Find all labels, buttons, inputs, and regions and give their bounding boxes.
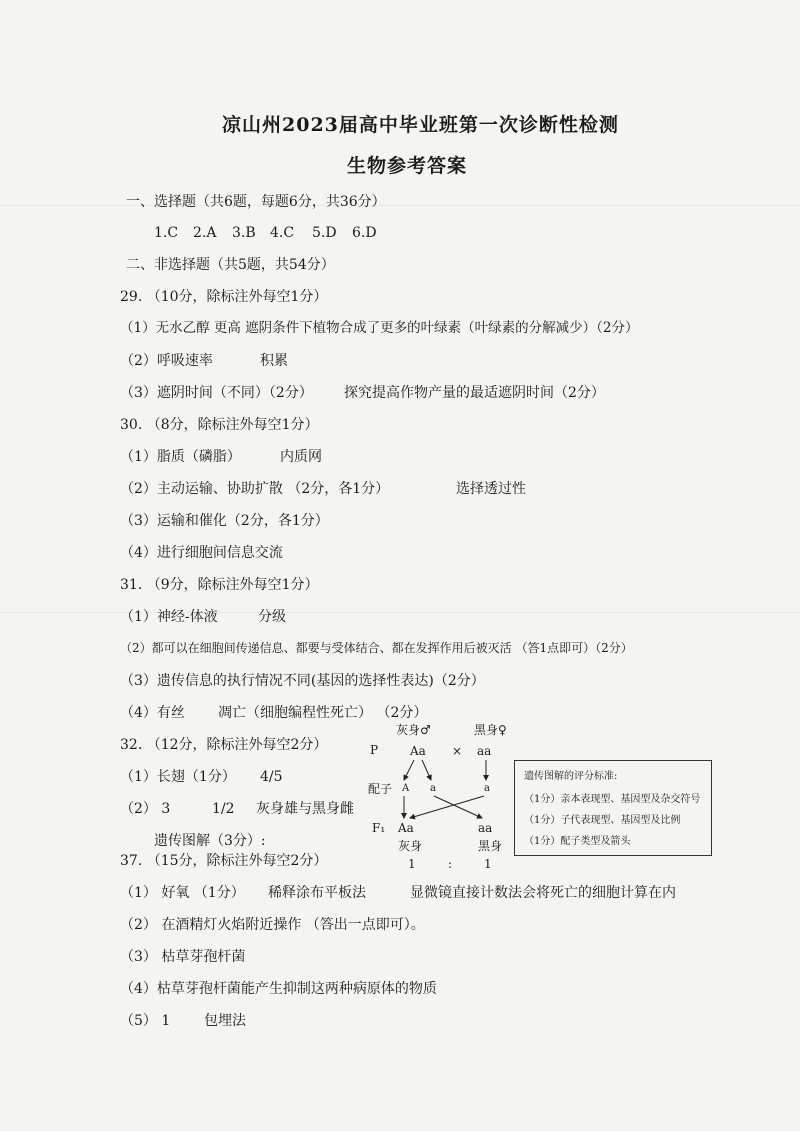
q37-answer-1a: （1） 好氧 （1分） bbox=[120, 885, 245, 901]
gamete-a: a bbox=[430, 783, 436, 794]
q30-header: 30. （8分，除标注外每空1分） bbox=[120, 417, 319, 433]
nonmc-section-header: 二、非选择题（共5题，共54分） bbox=[126, 257, 335, 273]
ratio-value: 1 bbox=[408, 857, 416, 871]
q29-answer-2b: 积累 bbox=[260, 353, 288, 369]
mc-answer: 6.D bbox=[352, 225, 377, 241]
parent-gray-male-label: 灰身♂ bbox=[396, 723, 431, 737]
q37-answer-5b: 包埋法 bbox=[204, 1013, 246, 1029]
q37-answer-3: （3） 枯草芽孢杆菌 bbox=[120, 949, 246, 965]
gamete-label: 配子 bbox=[368, 782, 393, 796]
q32-header: 32. （12分，除标注外每空2分） bbox=[120, 737, 328, 753]
gamete-A: A bbox=[402, 783, 410, 794]
arrow-line bbox=[410, 796, 484, 818]
gamete-a: a bbox=[484, 783, 490, 794]
q32-answer-2b: 1/2 bbox=[212, 801, 235, 817]
q37-header: 37. （15分，除标注外每空2分） bbox=[120, 853, 328, 869]
q37-answer-1c: 显微镜直接计数法会将死亡的细胞计算在内 bbox=[410, 885, 676, 901]
q37-answer-1b: 稀释涂布平板法 bbox=[268, 885, 366, 901]
arrow-line bbox=[422, 760, 431, 780]
page-subtitle: 生物参考答案 bbox=[347, 155, 468, 177]
q30-answer-2a: （2）主动运输、协助扩散 （2分，各1分） bbox=[120, 481, 390, 497]
q32-answer-1b: 4/5 bbox=[260, 769, 283, 785]
q30-answer-4: （4）进行细胞间信息交流 bbox=[120, 545, 283, 561]
arrow-line bbox=[404, 760, 414, 780]
generation-p-label: P bbox=[370, 743, 379, 757]
cross-symbol: × bbox=[452, 744, 463, 758]
mc-section-header: 一、选择题（共6题，每题6分，共36分） bbox=[126, 194, 386, 210]
mc-answer: 5.D bbox=[312, 225, 337, 241]
offspring-genotype-aa-dominant: Aa bbox=[398, 821, 414, 835]
mc-answer: 2.A bbox=[193, 225, 217, 241]
q31-answer-2: （2）都可以在细胞间传递信息、都要与受体结合、都在发挥作用后被灭活 （答1点即可）（2分） bbox=[120, 641, 633, 655]
offspring-genotype-aa-recessive: aa bbox=[478, 821, 493, 835]
parent-black-female-label: 黑身♀ bbox=[474, 723, 507, 737]
offspring-black-label: 黑身 bbox=[478, 839, 503, 853]
q37-answer-2: （2） 在酒精灯火焰附近操作 （答出一点即可）。 bbox=[120, 917, 425, 933]
q29-answer-3a: （3）遮阴时间（不同）（2分） bbox=[120, 385, 313, 401]
ratio-value: 1 bbox=[484, 857, 492, 871]
scoring-title: 遗传图解的评分标准: bbox=[524, 771, 618, 782]
q31-answer-1b: 分级 bbox=[258, 609, 286, 625]
q31-header: 31. （9分，除标注外每空1分） bbox=[120, 577, 319, 593]
parent-genotype-aa-dominant: Aa bbox=[410, 744, 426, 758]
scoring-rule: （1分）亲本表现型、基因型及杂交符号 bbox=[524, 794, 701, 805]
q32-answer-3: 遗传图解（3分）: bbox=[154, 833, 266, 849]
page-title: 凉山州2023届高中毕业班第一次诊断性检测 bbox=[222, 114, 619, 136]
q29-header: 29. （10分，除标注外每空1分） bbox=[120, 289, 328, 305]
offspring-gray-label: 灰身 bbox=[398, 839, 423, 853]
mc-answer: 4.C bbox=[270, 225, 295, 241]
scoring-rule: （1分）子代表现型、基因型及比例 bbox=[524, 815, 681, 826]
q31-answer-4a: （4）有丝 bbox=[120, 705, 185, 721]
q32-answer-2c: 灰身雄与黑身雌 bbox=[256, 801, 354, 817]
ratio-colon: : bbox=[448, 857, 453, 871]
q37-answer-5a: （5） 1 bbox=[120, 1013, 171, 1029]
q30-answer-3: （3）运输和催化（2分，各1分） bbox=[120, 513, 329, 529]
q30-answer-1a: （1）脂质（磷脂） bbox=[120, 449, 241, 465]
mc-answer: 3.B bbox=[232, 225, 256, 241]
parent-genotype-aa-recessive: aa bbox=[477, 744, 492, 758]
q31-answer-3: （3）遗传信息的执行情况不同(基因的选择性表达)（2分） bbox=[120, 673, 485, 689]
q32-answer-1a: （1）长翅（1分） bbox=[120, 769, 236, 785]
generation-f1-label: F₁ bbox=[372, 821, 386, 835]
q32-answer-2a: （2） 3 bbox=[120, 801, 171, 817]
q37-answer-4: （4）枯草芽孢杆菌能产生抑制这两种病原体的物质 bbox=[120, 981, 437, 997]
scoring-rule: （1分）配子类型及箭头 bbox=[524, 836, 631, 847]
mc-answer: 1.C bbox=[154, 225, 179, 241]
q29-answer-2a: （2）呼吸速率 bbox=[120, 353, 213, 369]
q30-answer-1b: 内质网 bbox=[280, 449, 322, 465]
arrow-line bbox=[434, 796, 482, 818]
q31-answer-4b: 凋亡（细胞编程性死亡） （2分） bbox=[218, 705, 428, 721]
q30-answer-2b: 选择透过性 bbox=[456, 481, 526, 497]
q31-answer-1a: （1）神经-体液 bbox=[120, 609, 218, 625]
q29-answer-1: （1）无水乙醇 更高 遮阴条件下植物合成了更多的叶绿素（叶绿素的分解减少）（2分） bbox=[120, 320, 639, 336]
q29-answer-3b: 探究提高作物产量的最适遮阴时间（2分） bbox=[344, 385, 605, 401]
